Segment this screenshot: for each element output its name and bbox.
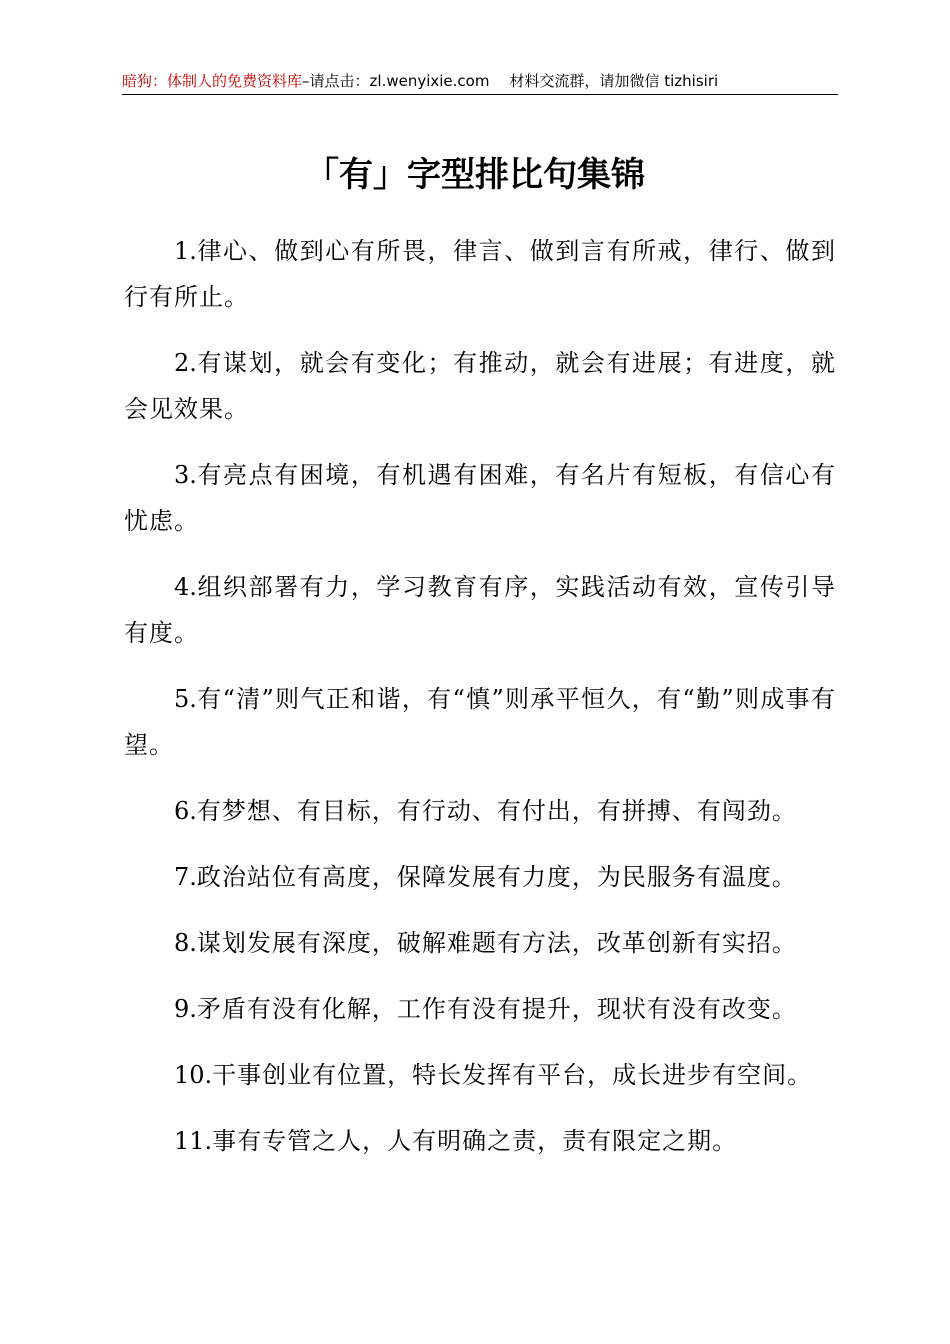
item-number: 3.: [174, 461, 197, 489]
item-text: 事有专管之人，人有明确之责，责有限定之期。: [212, 1127, 738, 1155]
header-brand: 暗狗：体制人的免费资料库: [122, 72, 303, 90]
list-item: [124, 854, 836, 900]
item-number: 11.: [174, 1127, 213, 1155]
header-click-prefix: –请点击：: [302, 72, 370, 90]
list-item: [124, 1118, 836, 1164]
list-item: [124, 986, 836, 1032]
list-item: [124, 1052, 836, 1098]
item-text: 组织部署有力，学习教育有序，实践活动有效，宣传引导有度。: [124, 573, 836, 647]
page-header: [122, 68, 838, 95]
item-number: 8.: [174, 929, 197, 957]
item-text: 干事创业有位置，特长发挥有平台，成长进步有空间。: [212, 1061, 813, 1089]
header-group-text: 材料交流群，请加微信 tizhisiri: [509, 72, 719, 90]
list-item: [124, 676, 836, 768]
list-item: [124, 920, 836, 966]
list-item: [124, 564, 836, 656]
page-title: 「有」字型排比句集锦: [305, 155, 645, 195]
item-number: 1.: [174, 237, 197, 265]
item-number: 6.: [174, 797, 197, 825]
item-text: 谋划发展有深度，破解难题有方法，改革创新有实招。: [196, 929, 797, 957]
item-number: 10.: [174, 1061, 213, 1089]
item-text: 有“清”则气正和谐，有“慎”则承平恒久，有“勤”则成事有望。: [124, 685, 836, 759]
item-text: 有亮点有困境，有机遇有困难，有名片有短板，有信心有忧虑。: [124, 461, 836, 535]
item-text: 律心、做到心有所畏，律言、做到言有所戒，律行、做到行有所止。: [124, 237, 836, 311]
header-url-link[interactable]: zl.wenyixie.com: [369, 72, 490, 90]
list-item: [124, 340, 836, 432]
item-list: [124, 228, 836, 1184]
item-text: 有谋划，就会有变化；有推动，就会有进展；有进度，就会见效果。: [124, 349, 836, 423]
item-number: 9.: [174, 995, 197, 1023]
list-item: [124, 452, 836, 544]
item-text: 有梦想、有目标，有行动、有付出，有拼搏、有闯劲。: [196, 797, 797, 825]
item-text: 政治站位有高度，保障发展有力度，为民服务有温度。: [196, 863, 797, 891]
item-number: 4.: [174, 573, 197, 601]
list-item: [124, 228, 836, 320]
list-item: [124, 788, 836, 834]
item-text: 矛盾有没有化解，工作有没有提升，现状有没有改变。: [196, 995, 797, 1023]
item-number: 7.: [174, 863, 197, 891]
item-number: 5.: [174, 685, 197, 713]
item-number: 2.: [174, 349, 197, 377]
